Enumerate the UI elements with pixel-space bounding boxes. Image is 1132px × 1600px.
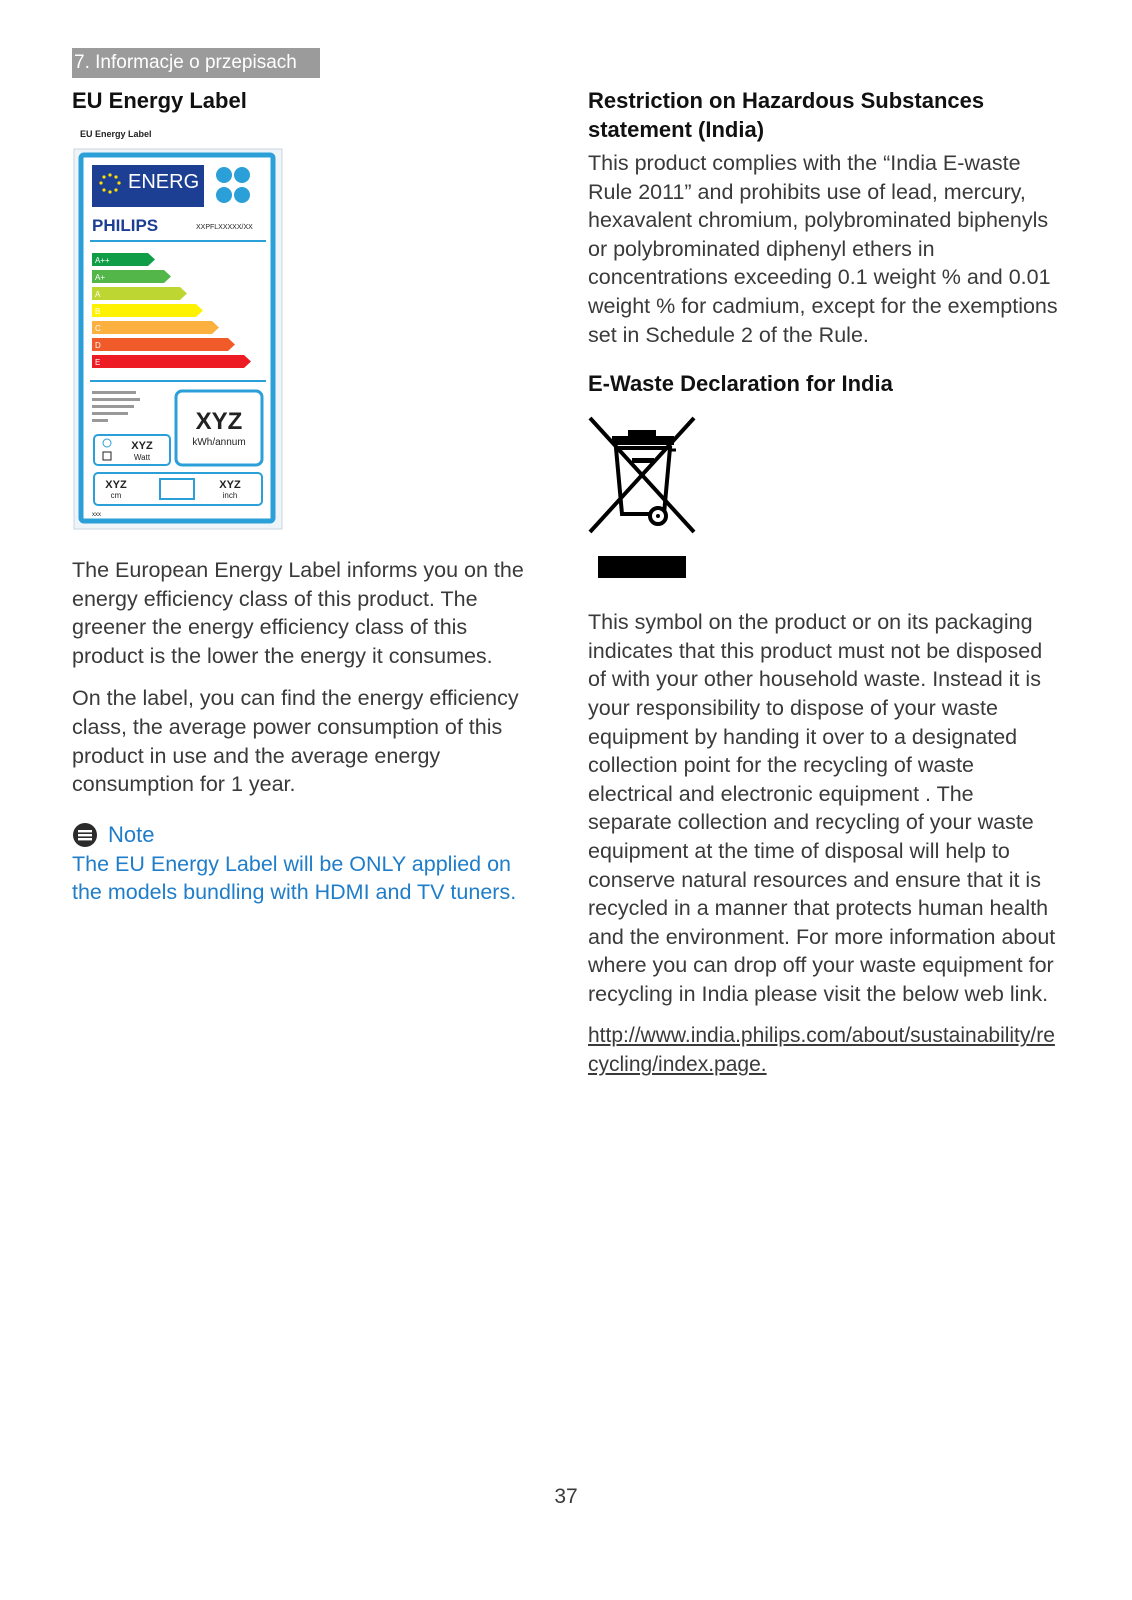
philips-recycling-link[interactable]: http://www.india.philips.com/about/sustainability/recycling/index.page. [588, 1024, 1055, 1077]
energy-class-arrow [92, 304, 203, 317]
right-column [588, 86, 1058, 1080]
cm-value: XYZ [105, 479, 127, 491]
energy-label-energ-text: ENERG [128, 171, 200, 193]
rohs-india-heading: Restriction on Hazardous Substances statement (India) [588, 88, 985, 142]
energy-class-label: A+ [95, 273, 106, 282]
note-header [72, 822, 532, 848]
kwh-unit: kWh/annum [192, 437, 246, 448]
energy-class-label: B [95, 307, 101, 316]
energy-class-label: A++ [95, 256, 110, 265]
energy-class-label: A [95, 290, 101, 299]
energy-label-footer: xxx [92, 512, 101, 518]
ewaste-india-text: This symbol on the product or on its packaging indicates that this product must not be disposed of with your other household waste. Instead it is your responsibility to dispose of your waste equipment by handing it over to a designated collection point for the recycling of waste electrical and electronic equipment . The separate collection and recycling of your waste equipment at the time of disposal will help to conserve natural resources and ensure that it is recycled in a manner that protects human health and the environment. For more information about where you can drop off your waste equipment for recycling in India please visit the below web link. [588, 610, 1056, 1006]
kwh-value: XYZ [195, 408, 243, 435]
eu-energy-label-heading: EU Energy Label [72, 88, 247, 113]
energy-label-description: The European Energy Label informs you on the energy efficiency class of this product. The greener the energy efficiency class of this product is the lower the energy it consumes. [72, 558, 524, 668]
left-column [72, 86, 532, 907]
note-text: The EU Energy Label will be ONLY applied on the models bundling with HDMI and TV tuners. [72, 851, 517, 905]
energy-label-caption: EU Energy Label [80, 129, 152, 139]
inch-unit: inch [222, 491, 238, 500]
inch-value: XYZ [219, 479, 241, 491]
energy-label-model: XXPFLXXXXX/XX [196, 224, 253, 231]
energy-label-contents-description: On the label, you can find the energy efficiency class, the average power consumption of this product in use and the average energy consumption for 1 year. [72, 686, 519, 797]
energy-label-brand: PHILIPS [92, 216, 159, 235]
note-icon [72, 822, 98, 848]
watt-value: XYZ [131, 440, 153, 452]
energy-class-arrow [92, 287, 187, 300]
energy-class-label: C [95, 324, 101, 333]
watt-unit: Watt [133, 453, 151, 462]
note-title: Note [108, 821, 155, 847]
energy-class-arrow [92, 338, 235, 351]
energy-class-label: D [95, 341, 101, 350]
energy-class-arrow [92, 355, 251, 368]
rohs-india-text: This product complies with the “India E-waste Rule 2011” and prohibits use of lead, mercury, hexavalent chromium, polybrominated biphenyls or polybrominated diphenyl ethers in concentrations exceeding 0.1 weight % and 0.01 weight % for cadmium, except for the exemptions set in Schedule 2 of the Rule. [588, 151, 1058, 347]
ewaste-india-heading: E-Waste Declaration for India [588, 371, 893, 397]
crossed-out-wheelie-bin-icon [588, 416, 708, 586]
energy-class-label: E [95, 358, 101, 367]
cm-unit: cm [110, 491, 122, 500]
section-tab: 7. Informacje o przepisach [72, 48, 320, 78]
energy-label-image [72, 123, 287, 533]
energy-class-arrow [92, 321, 219, 334]
page-number: 37 [554, 1485, 578, 1508]
